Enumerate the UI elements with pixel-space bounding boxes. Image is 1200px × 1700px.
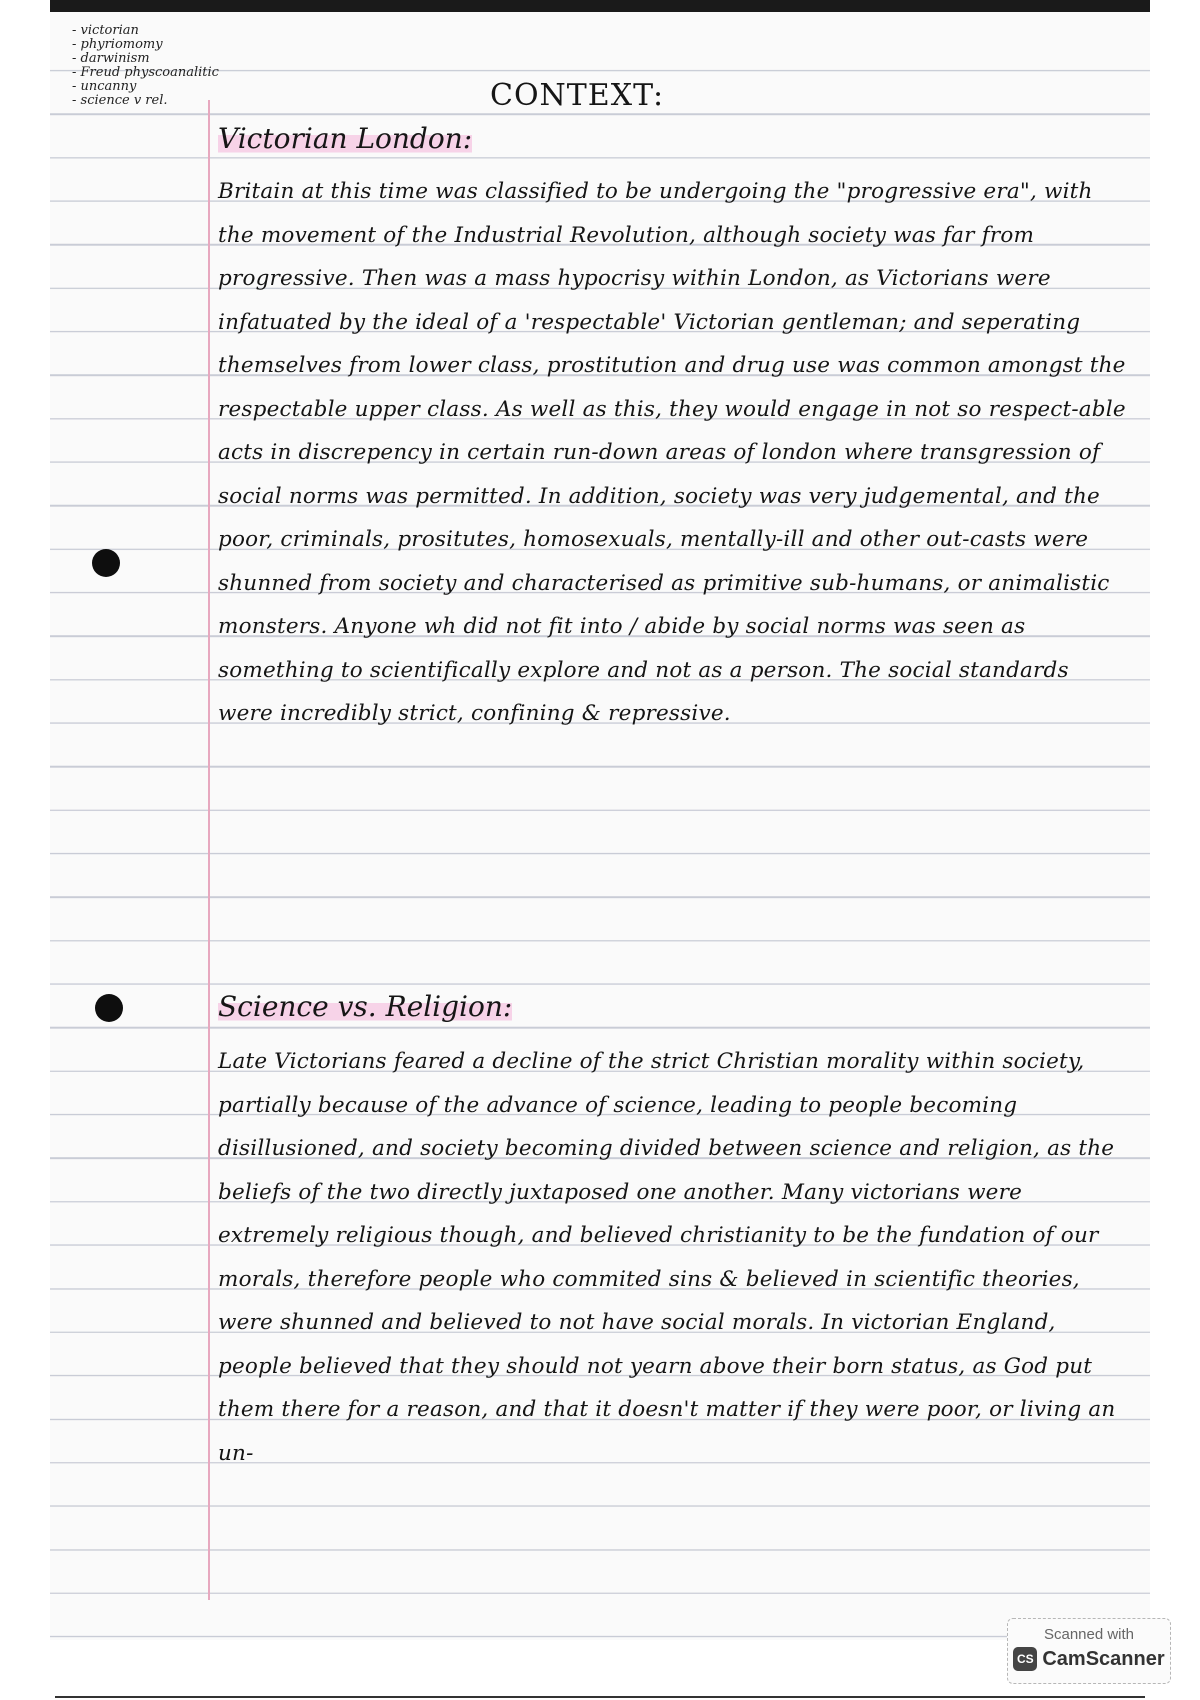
margin-note: - victorian <box>72 24 219 38</box>
margin-note: - darwinism <box>72 52 219 66</box>
section-body-science-vs-religion: Late Victorians feared a decline of the strict Christian morality within society, partially because of the advance of science, leading to people becoming disillusioned, and society becoming divided between science and religion, as the beliefs of the two directly juxtaposed one another. Many victorians were extremely religious though, and believed christianity to be the fundation of our morals, therefore people who commited sins & believed in scientific theories, were shunned and believed to not have social morals. In victorian England, people believed that they should not yearn above their born status, as God put them there for a reason, and that it doesn't matter if they were poor, or living an un- <box>218 1049 1116 1466</box>
margin-note: - Freud physcoanalitic <box>72 66 219 80</box>
camscanner-logo-icon: CS <box>1013 1647 1037 1671</box>
margin-notes-list <box>72 24 219 108</box>
section-body-victorian-london: Britain at this time was classified to be undergoing the "progressive era", with the movement of the Industrial Revolution, although society was far from progressive. Then was a mass hypocrisy within London, as Victorians were infatuated by the ideal of a 'respectable' Victorian gentleman; and seperating themselves from lower class, prostitution and drug use was common amongst the respectable upper class. As well as this, they would engage in not so respect-able acts in discrepency in certain run-down areas of london where transgression of social norms was permitted. In addition, society was very judgemental, and the poor, criminals, prositutes, homosexuals, mentally-ill and other out-casts were shunned from society and characterised as primitive sub-humans, or animalistic monsters. Anyone wh did not fit into / abide by social norms was seen as something to scientifically explore and not as a person. The social standards were incredibly strict, confining & repressive. <box>218 179 1126 726</box>
margin-note: - uncanny <box>72 80 219 94</box>
page-top-edge <box>50 0 1150 12</box>
bullet-dot <box>92 549 120 577</box>
watermark-app-name: CamScanner <box>1042 1647 1165 1670</box>
margin-line <box>208 100 210 1600</box>
margin-note: - science v rel. <box>72 94 219 108</box>
page-title: CONTEXT: <box>490 78 665 113</box>
section-heading-science-vs-religion: Science vs. Religion: <box>218 990 513 1023</box>
section-heading-victorian-london: Victorian London: <box>218 122 473 155</box>
margin-note: - phyriomomy <box>72 38 219 52</box>
notebook-page <box>50 0 1150 1640</box>
bullet-dot <box>95 994 123 1022</box>
watermark-caption: Scanned with <box>1043 1626 1135 1643</box>
watermark-brand <box>1008 1647 1170 1671</box>
camscanner-watermark <box>1007 1618 1171 1684</box>
bottom-divider <box>55 1696 1145 1698</box>
